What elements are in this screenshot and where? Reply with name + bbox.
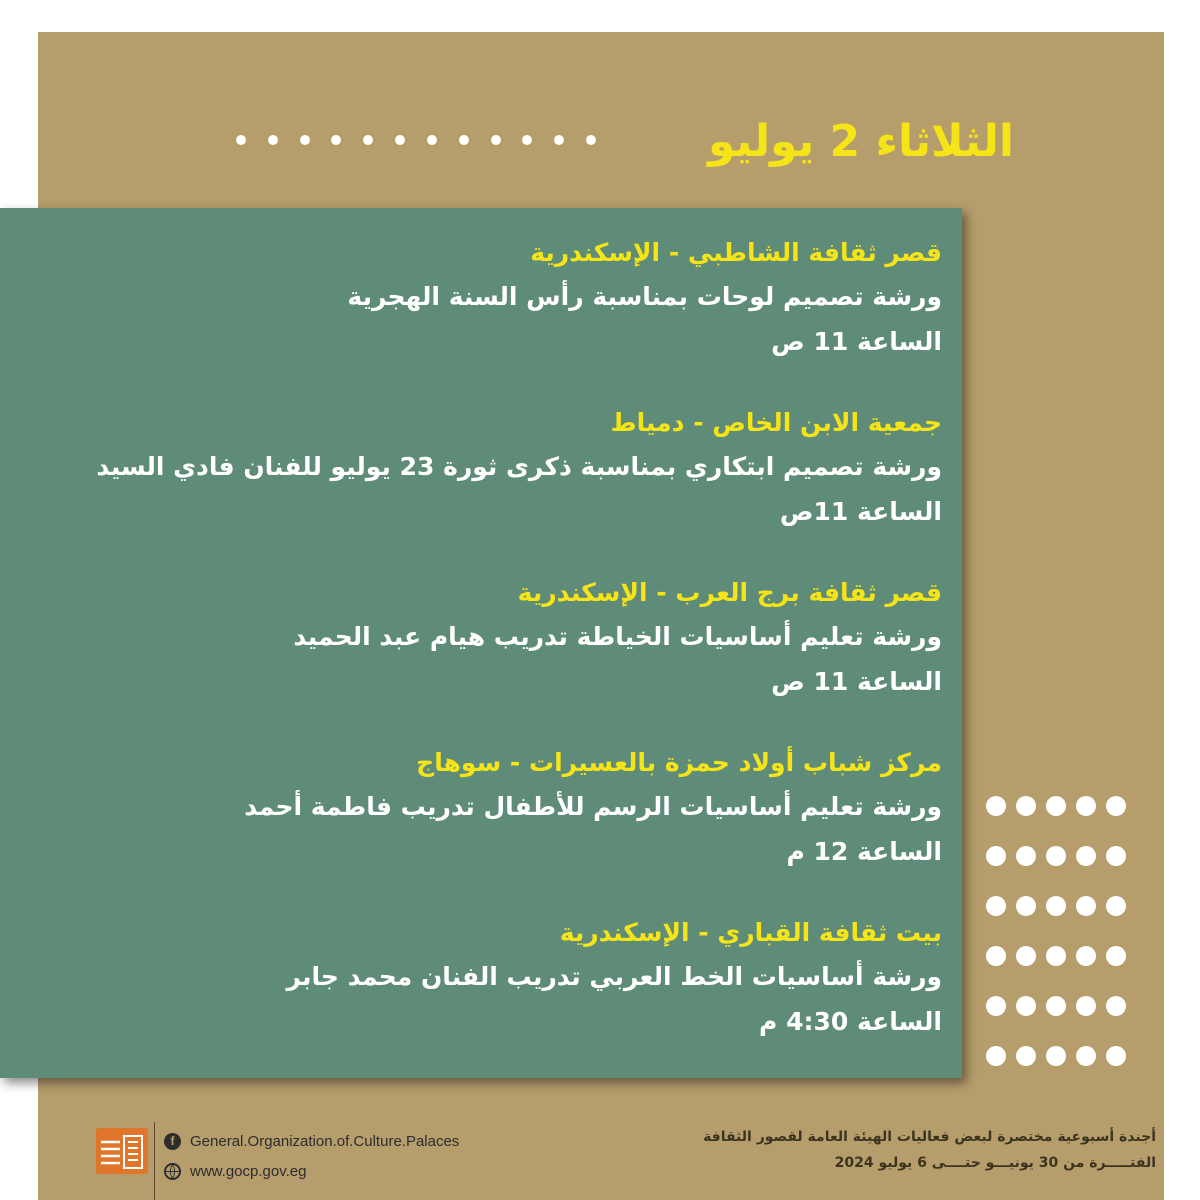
globe-icon [164, 1163, 181, 1180]
decorative-dot [1106, 846, 1126, 866]
decorative-dot [236, 135, 246, 145]
facebook-icon: f [164, 1133, 181, 1150]
event-venue: قصر ثقافة برج العرب - الإسكندرية [517, 578, 942, 607]
decorative-dot [1076, 946, 1096, 966]
decorative-dot [986, 946, 1006, 966]
decorative-dot [1106, 796, 1126, 816]
decorative-dot [554, 135, 564, 145]
event-title: ورشة تعليم أساسيات الخياطة تدريب هيام عبد الحميد [293, 622, 942, 651]
decorative-dot [1076, 896, 1096, 916]
decorative-dot [363, 135, 373, 145]
event-time: الساعة 12 م [786, 837, 942, 866]
decorative-dot [1076, 1046, 1096, 1066]
decorative-dot [1106, 896, 1126, 916]
event-title: ورشة تصميم ابتكاري بمناسبة ذكرى ثورة 23 يوليو للفنان فادي السيد [96, 452, 942, 481]
title-dot-row [236, 132, 596, 148]
decorative-dot [1016, 946, 1036, 966]
event-item [42, 742, 942, 874]
decorative-dot [986, 846, 1006, 866]
event-item [42, 402, 942, 534]
decorative-dot [1046, 846, 1066, 866]
decorative-dot [1076, 846, 1096, 866]
decorative-dot [268, 135, 278, 145]
event-title: ورشة تصميم لوحات بمناسبة رأس السنة الهجرية [347, 282, 942, 311]
decorative-dot [1016, 796, 1036, 816]
decorative-dot [1046, 896, 1066, 916]
event-item [42, 232, 942, 364]
decorative-dot-grid [982, 792, 1130, 1070]
facebook-link[interactable] [164, 1126, 459, 1156]
decorative-dot [331, 135, 341, 145]
event-title: ورشة تعليم أساسيات الرسم للأطفال تدريب فاطمة أحمد [244, 792, 942, 821]
decorative-dot [427, 135, 437, 145]
decorative-dot [1016, 996, 1036, 1016]
social-links [164, 1126, 459, 1186]
decorative-dot [586, 135, 596, 145]
period-line: الفتـــــرة من 30 يونيـــو حتــــى 6 يوليو 2024 [834, 1155, 1156, 1171]
decorative-dot [1046, 996, 1066, 1016]
decorative-dot [395, 135, 405, 145]
event-venue: بيت ثقافة القباري - الإسكندرية [559, 918, 942, 947]
day-title: الثلاثاء 2 يوليو [708, 116, 1014, 167]
event-time: الساعة 4:30 م [759, 1007, 942, 1036]
decorative-dot [1046, 1046, 1066, 1066]
agenda-line: أجندة أسبوعية مختصرة لبعض فعاليات الهيئة العامة لقصور الثقافة [703, 1129, 1156, 1145]
footer-divider [154, 1122, 155, 1200]
decorative-dot [1016, 1046, 1036, 1066]
decorative-dot [1106, 1046, 1126, 1066]
decorative-dot [459, 135, 469, 145]
decorative-dot [1046, 796, 1066, 816]
decorative-dot [522, 135, 532, 145]
event-time: الساعة 11 ص [771, 667, 942, 696]
decorative-dot [491, 135, 501, 145]
website-link[interactable] [164, 1156, 459, 1186]
decorative-dot [986, 1046, 1006, 1066]
event-time: الساعة 11ص [779, 497, 942, 526]
decorative-dot [1106, 946, 1126, 966]
building-logo-icon [96, 1128, 148, 1174]
event-venue: مركز شباب أولاد حمزة بالعسيرات - سوهاج [416, 748, 942, 777]
events-list [42, 232, 942, 1082]
decorative-dot [986, 896, 1006, 916]
decorative-dot [1016, 896, 1036, 916]
decorative-dot [986, 796, 1006, 816]
decorative-dot [300, 135, 310, 145]
facebook-text: General.Organization.of.Culture.Palaces [190, 1132, 460, 1150]
decorative-dot [1046, 946, 1066, 966]
website-text: www.gocp.gov.eg [190, 1162, 307, 1180]
gocp-logo [96, 1128, 148, 1174]
event-time: الساعة 11 ص [771, 327, 942, 356]
event-item [42, 912, 942, 1044]
decorative-dot [1106, 996, 1126, 1016]
event-item [42, 572, 942, 704]
event-venue: جمعية الابن الخاص - دمياط [610, 408, 942, 437]
decorative-dot [1076, 796, 1096, 816]
decorative-dot [1076, 996, 1096, 1016]
event-title: ورشة أساسيات الخط العربي تدريب الفنان محمد جابر [286, 962, 942, 991]
decorative-dot [986, 996, 1006, 1016]
footer-info [703, 1124, 1156, 1176]
decorative-dot [1016, 846, 1036, 866]
event-venue: قصر ثقافة الشاطبي - الإسكندرية [530, 238, 942, 267]
